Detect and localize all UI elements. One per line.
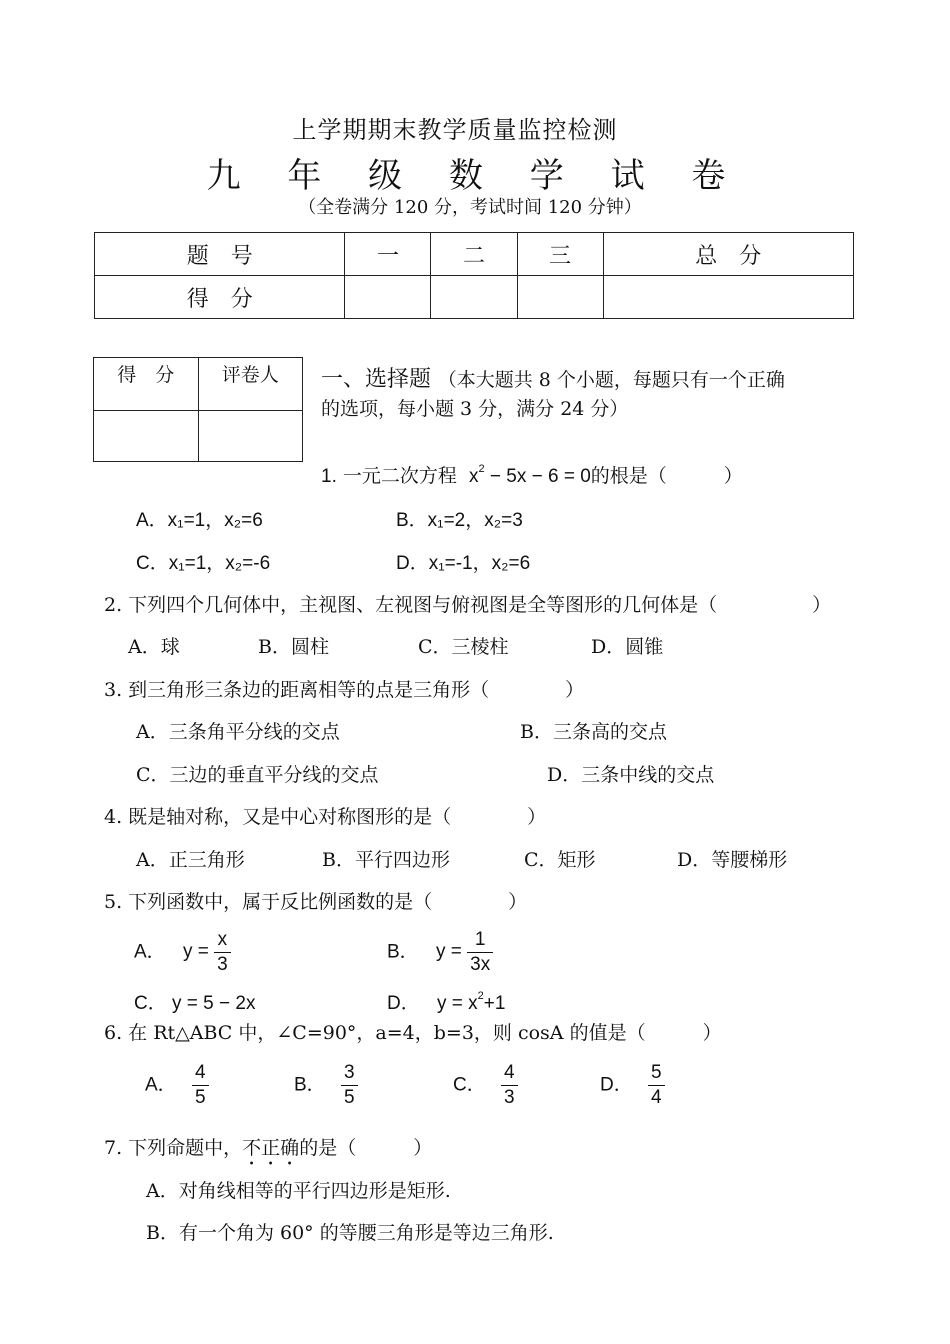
q6-option-d: D． $\frac{5}{4}$: [600, 1063, 665, 1108]
question-1: [321, 461, 743, 488]
question-2: 2. 下列四个几何体中，主视图、左视图与俯视图是全等图形的几何体是（ ）: [104, 594, 832, 616]
score-input-cell: [603, 276, 853, 319]
exam-info: （全卷满分 120 分，考试时间 120 分钟）: [298, 197, 642, 218]
q5-option-d: D． $y = x^2+1$: [387, 990, 506, 1014]
score-input-cell: [517, 276, 603, 319]
q5-b-fraction: $\frac{1}{3x}$: [467, 930, 493, 975]
exam-title: 九 年 级 数 学 试 卷: [206, 156, 744, 196]
q3-option-b: B．三条高的交点: [520, 721, 667, 743]
q1-option-a: A．x₁=1，x₂=6: [136, 510, 263, 531]
q7-option-a: A．对角线相等的平行四边形是矩形.: [146, 1180, 451, 1202]
q2-option-d: D．圆锥: [591, 636, 664, 658]
q6-a-fraction: $\frac{4}{5}$: [192, 1063, 209, 1108]
q5-option-b: B． y = $\frac{1}{3x}$: [387, 930, 493, 975]
question-3: 3. 到三角形三条边的距离相等的点是三角形（ ）: [104, 679, 585, 701]
score-header-cell: 二: [431, 233, 517, 276]
q6-d-fraction: $\frac{5}{4}$: [648, 1063, 665, 1108]
section-title: 一、选择题: [321, 367, 432, 392]
q1-equation: $x^2 - 5x - 6 = 0$: [468, 463, 591, 487]
q4-option-a: A．正三角形: [136, 849, 245, 871]
question-7: 7. 下列命题中，不正确的是（ ）: [104, 1137, 433, 1159]
q2-option-b: B．圆柱: [258, 636, 329, 658]
grader-score-label: 得 分: [94, 358, 199, 411]
q2-option-a: A．球: [128, 636, 180, 658]
score-input-cell: [431, 276, 517, 319]
q7-emphasis: 不正确: [242, 1137, 300, 1159]
q1-option-b: B．x₁=2，x₂=3: [396, 510, 523, 531]
score-row-label: 得 分: [95, 276, 345, 319]
score-header-cell: 题 号: [95, 233, 345, 276]
q1-option-d: D．x₁=-1，x₂=6: [396, 553, 531, 574]
grader-name-label: 评卷人: [198, 358, 303, 411]
q6-c-fraction: $\frac{4}{3}$: [501, 1063, 518, 1108]
q1-prefix: 一元二次方程: [342, 465, 457, 487]
q3-option-a: A．三条角平分线的交点: [136, 721, 340, 743]
q4-option-d: D．等腰梯形: [677, 849, 788, 871]
school-title: 上学期期末教学质量监控检测: [292, 116, 618, 144]
q5-option-a: A． y = $\frac{x}{3}$: [134, 930, 231, 975]
q6-option-a: A． $\frac{4}{5}$: [145, 1063, 209, 1108]
q4-option-b: B．平行四边形: [322, 849, 450, 871]
q3-option-c: C．三边的垂直平分线的交点: [136, 764, 379, 786]
grader-name-cell: [198, 411, 303, 462]
section-desc-line1: （本大题共 8 个小题，每题只有一个正确: [437, 369, 785, 391]
q1-suffix: 的根是（ ）: [590, 465, 743, 487]
score-header-cell: 一: [345, 233, 431, 276]
grader-score-cell: [94, 411, 199, 462]
grader-table: [93, 357, 303, 462]
q5-option-c: C． y = 5 − 2x: [134, 993, 256, 1014]
score-table: [94, 232, 854, 319]
q6-option-c: C． $\frac{4}{3}$: [453, 1063, 518, 1108]
question-4: 4. 既是轴对称，又是中心对称图形的是（ ）: [104, 806, 547, 828]
score-header-cell: 总 分: [603, 233, 853, 276]
score-input-cell: [345, 276, 431, 319]
question-5: 5. 下列函数中，属于反比例函数的是（ ）: [104, 891, 528, 913]
score-header-cell: 三: [517, 233, 603, 276]
q4-option-c: C．矩形: [524, 849, 596, 871]
q6-b-fraction: $\frac{3}{5}$: [341, 1063, 358, 1108]
q6-option-b: B． $\frac{3}{5}$: [294, 1063, 358, 1108]
q5-a-fraction: $\frac{x}{3}$: [214, 930, 231, 975]
question-6: 6. 在 Rt△ABC 中，∠C=90°，a=4，b=3，则 cosA 的值是（ ）: [104, 1022, 722, 1044]
q3-option-d: D．三条中线的交点: [547, 764, 715, 786]
section-heading: [321, 362, 785, 393]
section-desc-line2: 的选项，每小题 3 分，满分 24 分）: [321, 398, 629, 420]
q1-number: 1.: [321, 466, 337, 487]
q1-option-c: C．x₁=1，x₂=-6: [136, 553, 271, 574]
q2-option-c: C．三棱柱: [418, 636, 509, 658]
q7-option-b: B．有一个角为 60° 的等腰三角形是等边三角形.: [146, 1222, 554, 1244]
